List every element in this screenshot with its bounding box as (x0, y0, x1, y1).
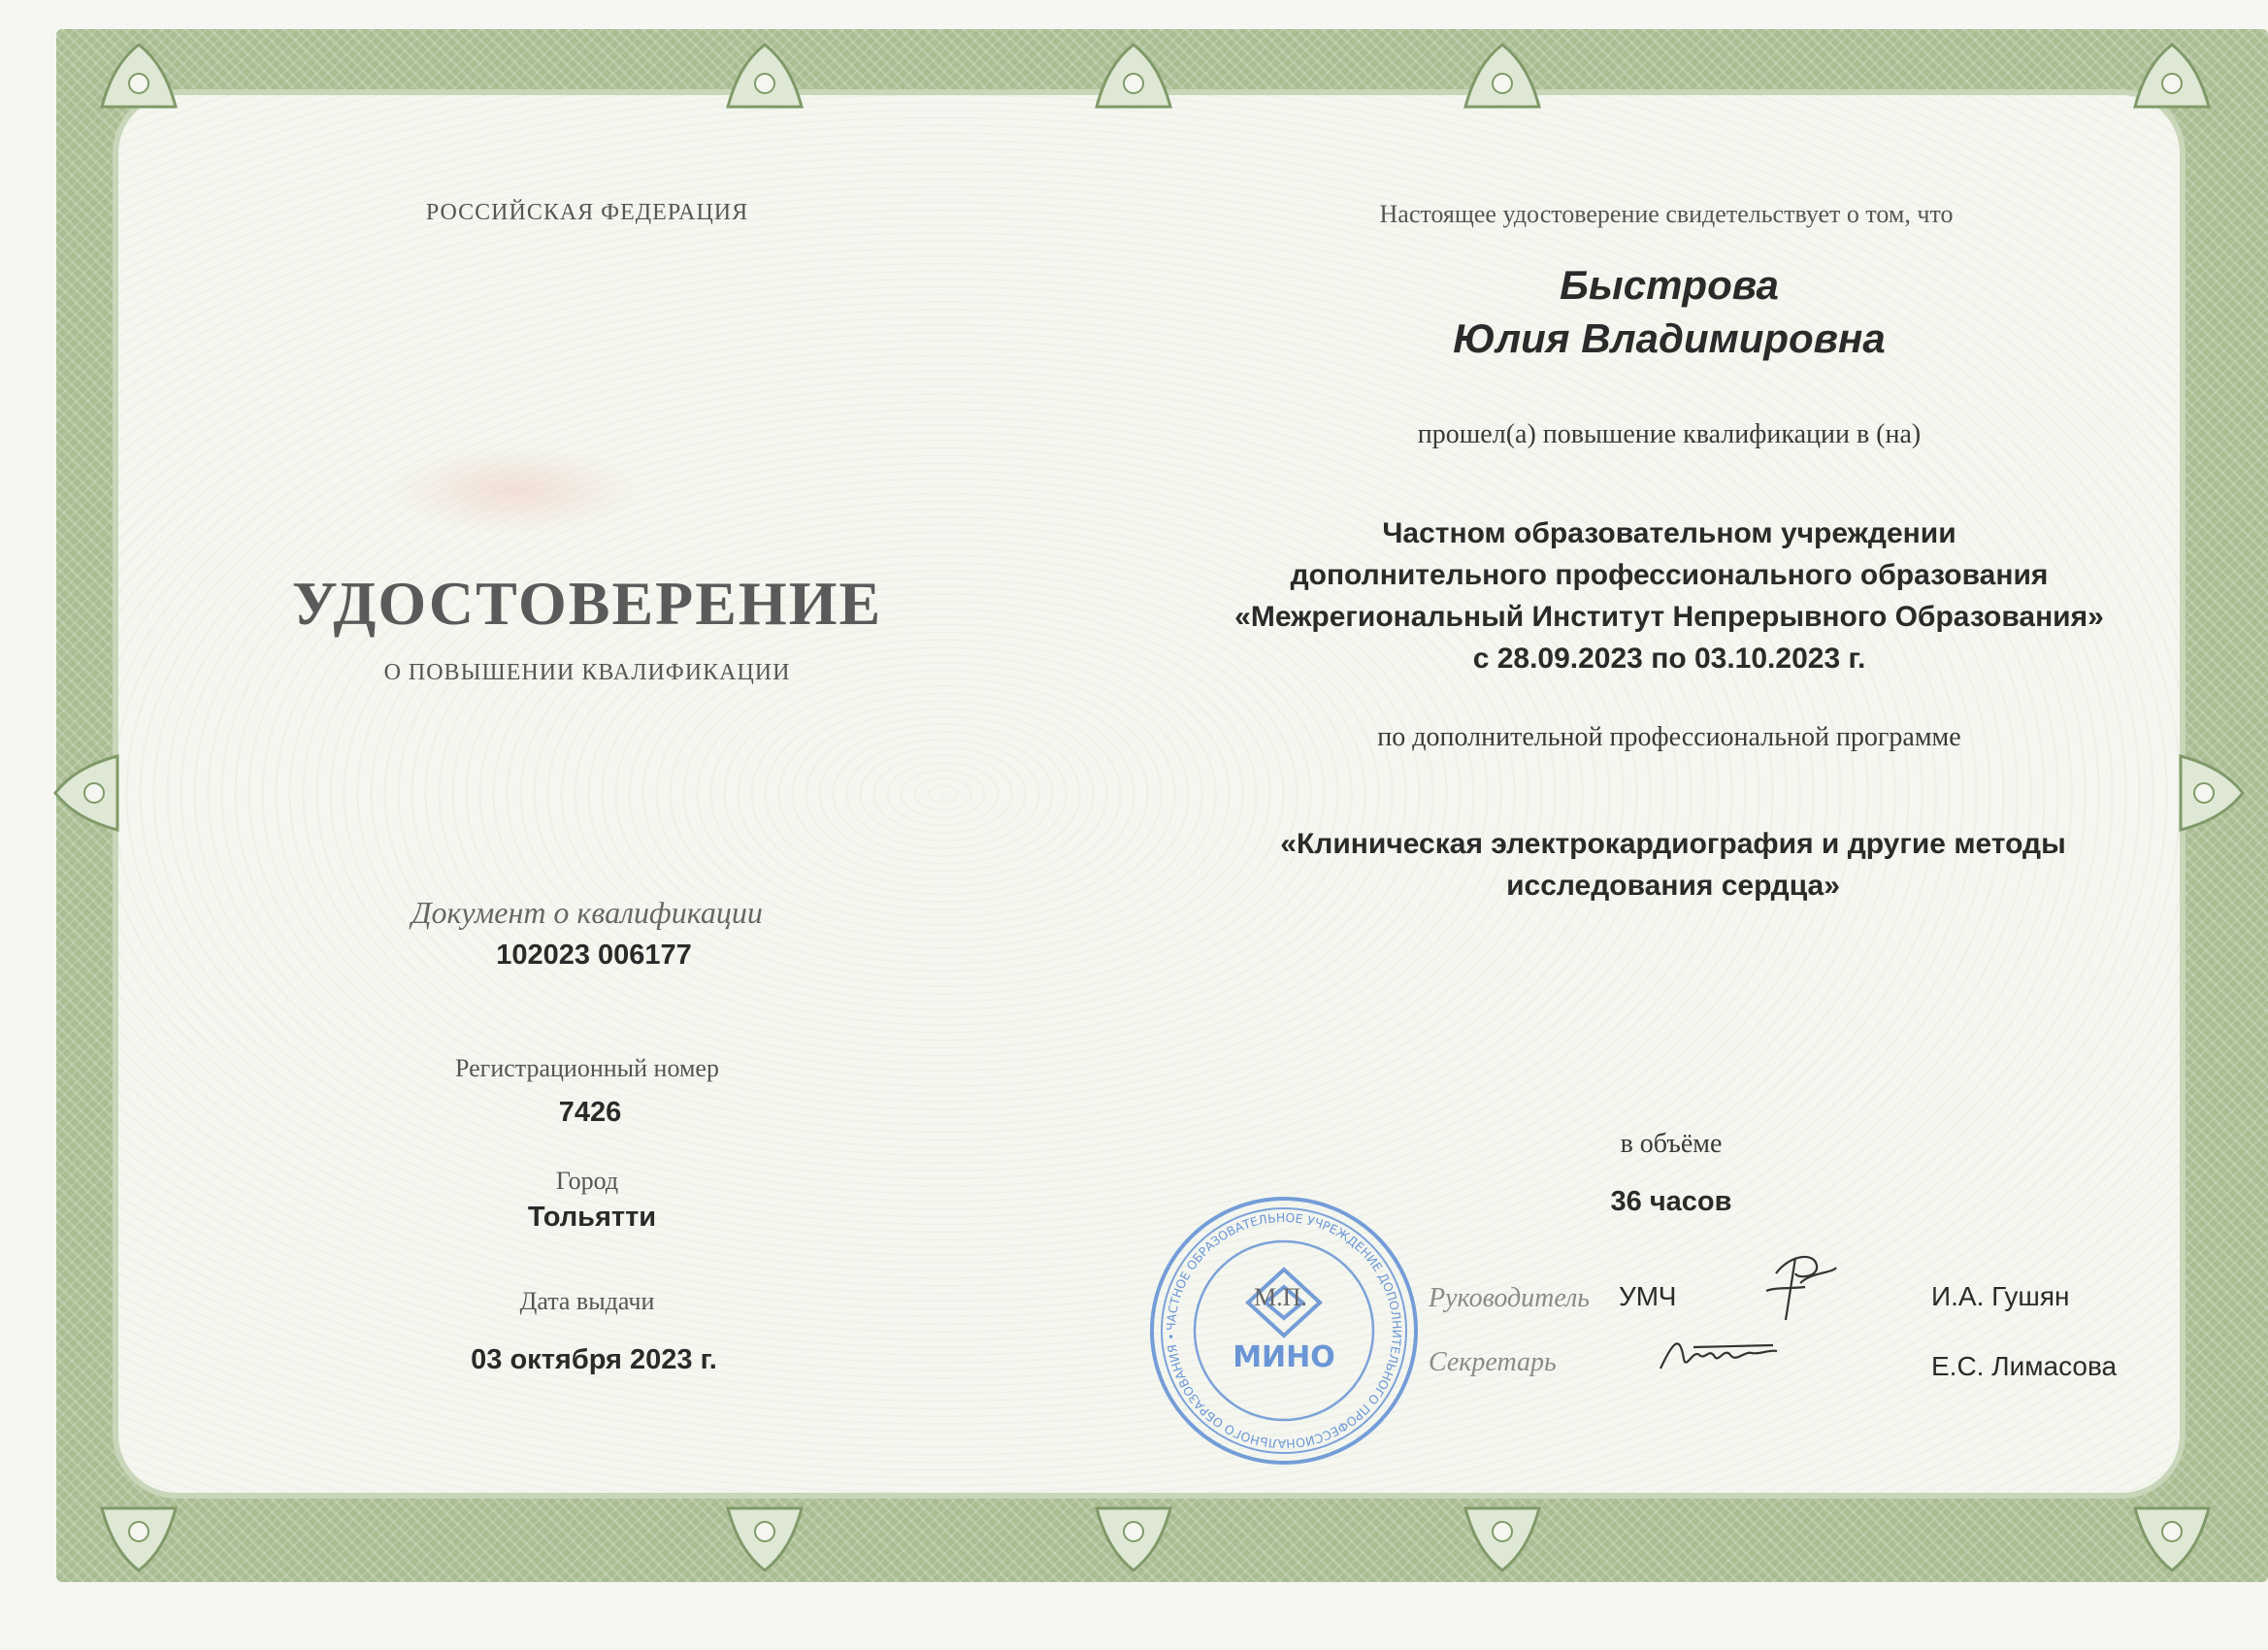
secretary-label: Секретарь (1429, 1347, 1557, 1377)
border-ornament-icon (92, 39, 185, 111)
head-name: И.А. Гушян (1931, 1281, 2070, 1311)
issue-date: 03 октября 2023 г. (471, 1344, 717, 1375)
border-ornament-icon (718, 1504, 811, 1576)
seal-ring-text: ЧАСТНОЕ ОБРАЗОВАТЕЛЬНОЕ УЧРЕЖДЕНИЕ ДОПОЛНИТЕЛЬНОГО ПРОФЕССИОНАЛЬНОГО ОБРАЗОВАНИЯ • (1163, 1209, 1405, 1452)
volume-label: в объёме (1620, 1129, 1723, 1159)
issue-date-label: Дата выдачи (519, 1287, 655, 1315)
institution-seal (1147, 1194, 1421, 1468)
head-unit: УМЧ (1619, 1281, 1677, 1311)
secretary-signature (1655, 1330, 1781, 1378)
document-number: 102023 006177 (496, 940, 692, 971)
registration-number: 7426 (558, 1097, 622, 1128)
program-title-line-1: «Клиническая электрокардиография и другие методы (1280, 828, 2066, 860)
border-ornament-icon (2125, 39, 2219, 111)
head-label: Руководитель (1429, 1283, 1591, 1313)
city-label: Город (555, 1167, 619, 1195)
document-label: Документ о квалификации (411, 895, 763, 930)
page-title: УДОСТОВЕРЕНИЕ (291, 569, 883, 638)
program-title-line-2: исследования сердца» (1506, 870, 1840, 902)
volume-hours: 36 часов (1610, 1186, 1732, 1217)
completion-text: прошел(а) повышение квалификации в (на) (1417, 419, 1922, 449)
training-period: с 28.09.2023 по 03.10.2023 г. (1472, 643, 1866, 675)
country-label: РОССИЙСКАЯ ФЕДЕРАЦИЯ (425, 200, 749, 225)
border-ornament-icon (1456, 1504, 1549, 1576)
holder-given-names: Юлия Владимировна (1453, 315, 1886, 361)
program-label: по дополнительной профессиональной программе (1377, 722, 1961, 752)
organization-line-3: «Межрегиональный Институт Непрерывного Образования» (1234, 601, 2104, 633)
holder-surname: Быстрова (1560, 262, 1779, 308)
organization-line-1: Частном образовательном учреждении (1382, 517, 1956, 549)
intro-text: Настоящее удостоверение свидетельствует о том, что (1379, 200, 1954, 228)
program-title (1280, 823, 2065, 907)
svg-text:ЧАСТНОЕ ОБРАЗОВАТЕЛЬНОЕ УЧРЕЖД (1147, 1194, 1404, 1451)
organization-block (1234, 512, 2104, 679)
head-signature (1747, 1244, 1844, 1332)
border-ornament-icon (2125, 1504, 2219, 1576)
border-ornament-icon (718, 39, 811, 111)
registration-label: Регистрационный номер (455, 1054, 719, 1082)
border-ornament-icon (92, 1504, 185, 1576)
border-ornament-icon (1087, 1504, 1180, 1576)
seal-center-text: МИНО (1233, 1340, 1335, 1374)
border-ornament-icon (1087, 39, 1180, 111)
organization-line-2: дополнительного профессионального образования (1290, 559, 2049, 591)
seal-place-mark: М.П. (1254, 1283, 1307, 1311)
border-ornament-icon (1456, 39, 1549, 111)
border-ornament-icon (49, 746, 121, 840)
page-subtitle: О ПОВЫШЕНИИ КВАЛИФИКАЦИИ (383, 660, 791, 685)
city-value: Тольятти (527, 1202, 657, 1233)
secretary-name: Е.С. Лимасова (1931, 1351, 2118, 1381)
border-ornament-icon (2177, 746, 2249, 840)
faint-stamp-trace (388, 446, 641, 534)
